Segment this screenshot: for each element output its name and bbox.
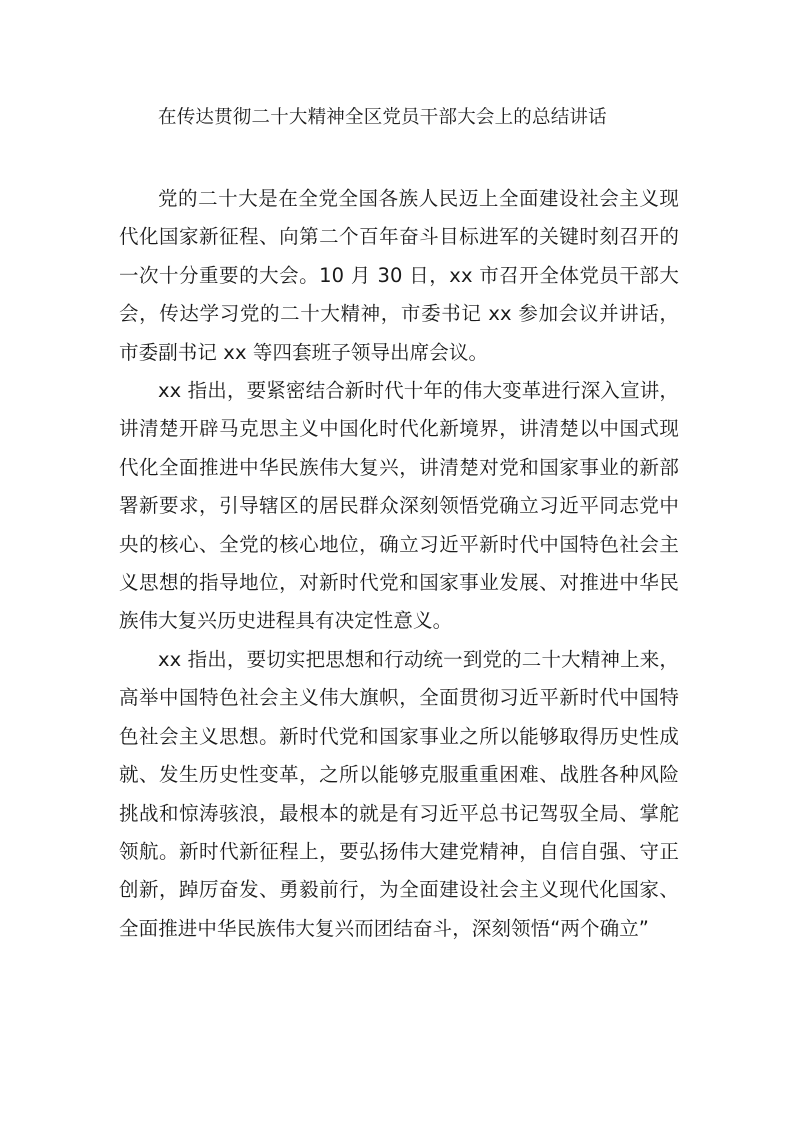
- document-body: [119, 180, 679, 948]
- document-title: 在传达贯彻二十大精神全区党员干部大会上的总结讲话: [158, 107, 607, 128]
- paragraph-3: xx 指出，要切实把思想和行动统一到党的二十大精神上来，高举中国特色社会主义伟大旗帜，全面贯彻习近平新时代中国特色社会主义思想。新时代党和国家事业之所以能够取得历史性成就、发生历史性变革，之所以能够克服重重困难、战胜各种风险挑战和惊涛骇浪，最根本的就是有习近平总书记驾驭全局、掌舵领航。新时代新征程上，要弘扬伟大建党精神，自信自强、守正创新，踔厉奋发、勇毅前行，为全面建设社会主义现代化国家、全面推进中华民族伟大复兴而团结奋斗，深刻领悟“两个确立”: [119, 647, 679, 940]
- paragraph-2: xx 指出，要紧密结合新时代十年的伟大变革进行深入宣讲，讲清楚开辟马克思主义中国化时代化新境界，讲清楚以中国式现代化全面推进中华民族伟大复兴，讲清楚对党和国家事业的新部署新要求，引导辖区的居民群众深刻领悟党确立习近平同志党中央的核心、全党的核心地位，确立习近平新时代中国特色社会主义思想的指导地位，对新时代党和国家事业发展、对推进中华民族伟大复兴历史进程具有决定性意义。: [119, 379, 679, 633]
- paragraph-1: 党的二十大是在全党全国各族人民迈上全面建设社会主义现代化国家新征程、向第二个百年奋斗目标进军的关键时刻召开的一次十分重要的大会。10 月 30 日，xx 市召开全体党员干部大会，传达学习党的二十大精神，市委书记 xx 参加会议并讲话，市委副书记 xx 等四套班子领导出席会议。: [119, 187, 679, 364]
